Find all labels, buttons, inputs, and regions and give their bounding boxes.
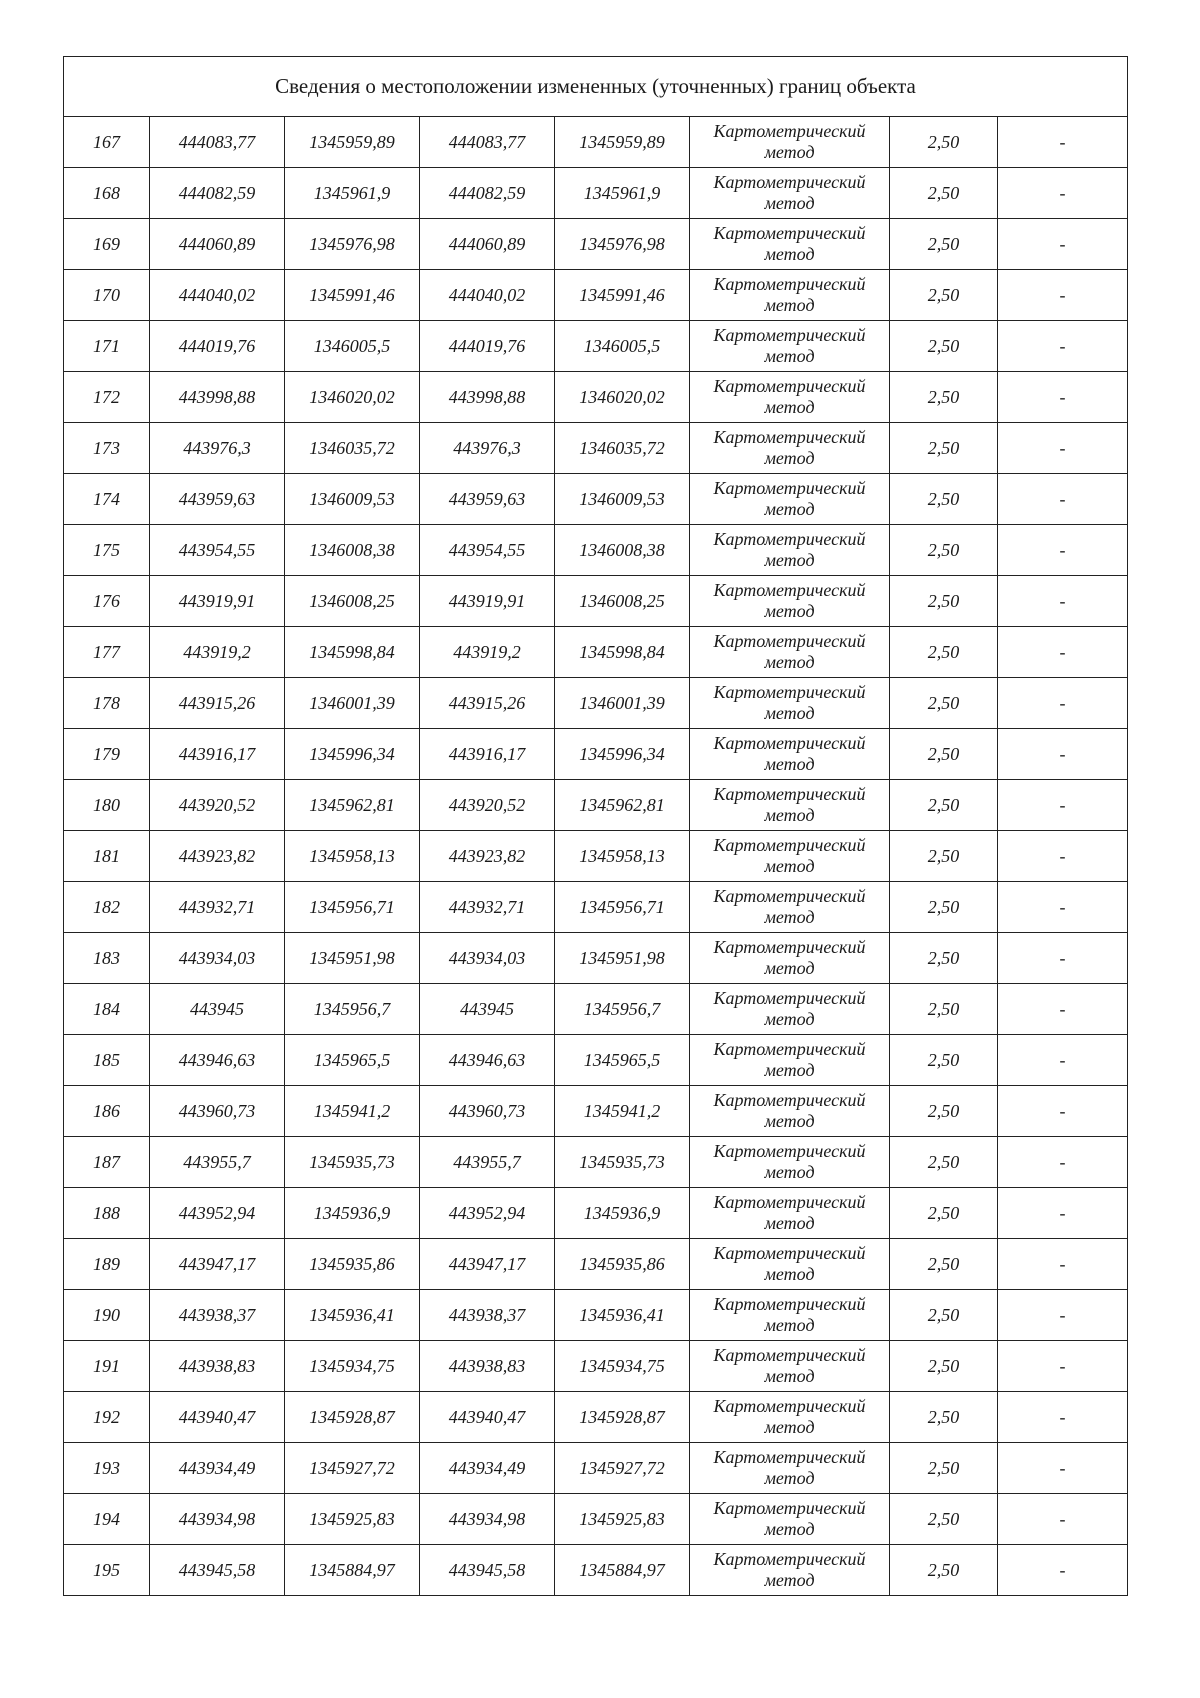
note-cell: - [998,1341,1128,1392]
accuracy-cell: 2,50 [890,321,998,372]
refined-x-cell: 443955,7 [420,1137,555,1188]
method-cell: Картометрический метод [690,1545,890,1596]
refined-y-cell: 1345935,86 [555,1239,690,1290]
method-cell: Картометрический метод [690,882,890,933]
table-row [64,321,1128,372]
refined-y-cell: 1346008,25 [555,576,690,627]
refined-x-cell: 443920,52 [420,780,555,831]
point-number-cell: 181 [64,831,150,882]
accuracy-cell: 2,50 [890,168,998,219]
existing-y-cell: 1346008,38 [285,525,420,576]
existing-x-cell: 443976,3 [150,423,285,474]
existing-x-cell: 443940,47 [150,1392,285,1443]
point-number-cell: 186 [64,1086,150,1137]
existing-y-cell: 1345965,5 [285,1035,420,1086]
refined-y-cell: 1345951,98 [555,933,690,984]
existing-x-cell: 443998,88 [150,372,285,423]
point-number-cell: 191 [64,1341,150,1392]
note-cell: - [998,321,1128,372]
refined-y-cell: 1346035,72 [555,423,690,474]
table-row [64,882,1128,933]
existing-y-cell: 1346020,02 [285,372,420,423]
accuracy-cell: 2,50 [890,117,998,168]
refined-y-cell: 1345956,71 [555,882,690,933]
table-title-row [64,57,1128,117]
existing-y-cell: 1345996,34 [285,729,420,780]
existing-y-cell: 1346005,5 [285,321,420,372]
accuracy-cell: 2,50 [890,1392,998,1443]
method-cell: Картометрический метод [690,219,890,270]
existing-x-cell: 443923,82 [150,831,285,882]
method-cell: Картометрический метод [690,321,890,372]
existing-y-cell: 1346008,25 [285,576,420,627]
point-number-cell: 179 [64,729,150,780]
table-row [64,168,1128,219]
method-cell: Картометрический метод [690,1341,890,1392]
refined-y-cell: 1346009,53 [555,474,690,525]
point-number-cell: 169 [64,219,150,270]
refined-y-cell: 1346005,5 [555,321,690,372]
accuracy-cell: 2,50 [890,576,998,627]
existing-x-cell: 443947,17 [150,1239,285,1290]
refined-y-cell: 1345936,41 [555,1290,690,1341]
refined-y-cell: 1345976,98 [555,219,690,270]
note-cell: - [998,1392,1128,1443]
existing-x-cell: 444040,02 [150,270,285,321]
note-cell: - [998,1443,1128,1494]
existing-x-cell: 444083,77 [150,117,285,168]
refined-x-cell: 443998,88 [420,372,555,423]
existing-y-cell: 1345991,46 [285,270,420,321]
note-cell: - [998,678,1128,729]
accuracy-cell: 2,50 [890,525,998,576]
existing-x-cell: 443938,83 [150,1341,285,1392]
existing-y-cell: 1345976,98 [285,219,420,270]
note-cell: - [998,1290,1128,1341]
accuracy-cell: 2,50 [890,1290,998,1341]
existing-x-cell: 443938,37 [150,1290,285,1341]
refined-y-cell: 1345936,9 [555,1188,690,1239]
existing-x-cell: 443945 [150,984,285,1035]
existing-y-cell: 1345935,73 [285,1137,420,1188]
refined-x-cell: 443919,91 [420,576,555,627]
existing-x-cell: 443952,94 [150,1188,285,1239]
refined-x-cell: 443934,98 [420,1494,555,1545]
accuracy-cell: 2,50 [890,1239,998,1290]
existing-x-cell: 443960,73 [150,1086,285,1137]
method-cell: Картометрический метод [690,1086,890,1137]
note-cell: - [998,270,1128,321]
table-title: Сведения о местоположении измененных (уточненных) границ объекта [64,57,1128,117]
refined-y-cell: 1346020,02 [555,372,690,423]
point-number-cell: 177 [64,627,150,678]
method-cell: Картометрический метод [690,270,890,321]
existing-y-cell: 1345962,81 [285,780,420,831]
refined-y-cell: 1345998,84 [555,627,690,678]
existing-y-cell: 1345956,7 [285,984,420,1035]
point-number-cell: 174 [64,474,150,525]
note-cell: - [998,576,1128,627]
existing-x-cell: 443954,55 [150,525,285,576]
refined-x-cell: 443919,2 [420,627,555,678]
existing-x-cell: 444060,89 [150,219,285,270]
table-row [64,1494,1128,1545]
method-cell: Картометрический метод [690,1443,890,1494]
method-cell: Картометрический метод [690,780,890,831]
table-row [64,1035,1128,1086]
existing-y-cell: 1346035,72 [285,423,420,474]
point-number-cell: 183 [64,933,150,984]
accuracy-cell: 2,50 [890,219,998,270]
point-number-cell: 184 [64,984,150,1035]
refined-y-cell: 1345925,83 [555,1494,690,1545]
refined-x-cell: 443947,17 [420,1239,555,1290]
method-cell: Картометрический метод [690,678,890,729]
table-row [64,372,1128,423]
table-row [64,627,1128,678]
refined-y-cell: 1345962,81 [555,780,690,831]
existing-y-cell: 1345935,86 [285,1239,420,1290]
table-row [64,831,1128,882]
refined-y-cell: 1346001,39 [555,678,690,729]
table-row [64,1290,1128,1341]
existing-y-cell: 1345934,75 [285,1341,420,1392]
accuracy-cell: 2,50 [890,1341,998,1392]
existing-x-cell: 443932,71 [150,882,285,933]
table-row [64,525,1128,576]
accuracy-cell: 2,50 [890,1035,998,1086]
refined-x-cell: 443938,37 [420,1290,555,1341]
refined-x-cell: 444083,77 [420,117,555,168]
table-row [64,1392,1128,1443]
table-row [64,1188,1128,1239]
existing-x-cell: 443934,98 [150,1494,285,1545]
table-row [64,933,1128,984]
accuracy-cell: 2,50 [890,1188,998,1239]
existing-y-cell: 1345941,2 [285,1086,420,1137]
note-cell: - [998,933,1128,984]
method-cell: Картометрический метод [690,984,890,1035]
table-row [64,576,1128,627]
method-cell: Картометрический метод [690,831,890,882]
note-cell: - [998,1137,1128,1188]
refined-x-cell: 444082,59 [420,168,555,219]
note-cell: - [998,117,1128,168]
existing-x-cell: 443959,63 [150,474,285,525]
refined-x-cell: 443915,26 [420,678,555,729]
existing-y-cell: 1345961,9 [285,168,420,219]
note-cell: - [998,372,1128,423]
table-row [64,219,1128,270]
method-cell: Картометрический метод [690,117,890,168]
method-cell: Картометрический метод [690,1392,890,1443]
refined-x-cell: 443938,83 [420,1341,555,1392]
refined-y-cell: 1345956,7 [555,984,690,1035]
point-number-cell: 192 [64,1392,150,1443]
point-number-cell: 194 [64,1494,150,1545]
refined-y-cell: 1345959,89 [555,117,690,168]
table-row [64,1341,1128,1392]
existing-y-cell: 1345951,98 [285,933,420,984]
note-cell: - [998,1239,1128,1290]
method-cell: Картометрический метод [690,372,890,423]
accuracy-cell: 2,50 [890,1086,998,1137]
point-number-cell: 170 [64,270,150,321]
table-row [64,780,1128,831]
refined-y-cell: 1345996,34 [555,729,690,780]
refined-x-cell: 444060,89 [420,219,555,270]
refined-x-cell: 443976,3 [420,423,555,474]
accuracy-cell: 2,50 [890,729,998,780]
method-cell: Картометрический метод [690,729,890,780]
refined-y-cell: 1345884,97 [555,1545,690,1596]
note-cell: - [998,984,1128,1035]
note-cell: - [998,1188,1128,1239]
accuracy-cell: 2,50 [890,1545,998,1596]
refined-x-cell: 443916,17 [420,729,555,780]
table-row [64,1239,1128,1290]
existing-y-cell: 1345959,89 [285,117,420,168]
refined-x-cell: 443954,55 [420,525,555,576]
method-cell: Картометрический метод [690,525,890,576]
point-number-cell: 176 [64,576,150,627]
refined-y-cell: 1345961,9 [555,168,690,219]
accuracy-cell: 2,50 [890,372,998,423]
point-number-cell: 180 [64,780,150,831]
point-number-cell: 195 [64,1545,150,1596]
existing-y-cell: 1345927,72 [285,1443,420,1494]
accuracy-cell: 2,50 [890,678,998,729]
note-cell: - [998,219,1128,270]
existing-x-cell: 443920,52 [150,780,285,831]
note-cell: - [998,831,1128,882]
refined-y-cell: 1345934,75 [555,1341,690,1392]
method-cell: Картометрический метод [690,627,890,678]
existing-x-cell: 443934,49 [150,1443,285,1494]
existing-y-cell: 1345925,83 [285,1494,420,1545]
method-cell: Картометрический метод [690,1035,890,1086]
accuracy-cell: 2,50 [890,270,998,321]
note-cell: - [998,525,1128,576]
note-cell: - [998,168,1128,219]
existing-x-cell: 443934,03 [150,933,285,984]
table-row [64,474,1128,525]
method-cell: Картометрический метод [690,1188,890,1239]
accuracy-cell: 2,50 [890,933,998,984]
existing-y-cell: 1345998,84 [285,627,420,678]
table-row [64,729,1128,780]
note-cell: - [998,474,1128,525]
accuracy-cell: 2,50 [890,1494,998,1545]
note-cell: - [998,1035,1128,1086]
point-number-cell: 172 [64,372,150,423]
point-number-cell: 168 [64,168,150,219]
point-number-cell: 189 [64,1239,150,1290]
refined-x-cell: 443946,63 [420,1035,555,1086]
table-row [64,1545,1128,1596]
accuracy-cell: 2,50 [890,627,998,678]
point-number-cell: 182 [64,882,150,933]
table-row [64,984,1128,1035]
note-cell: - [998,627,1128,678]
note-cell: - [998,882,1128,933]
accuracy-cell: 2,50 [890,423,998,474]
refined-x-cell: 443959,63 [420,474,555,525]
accuracy-cell: 2,50 [890,780,998,831]
refined-x-cell: 443940,47 [420,1392,555,1443]
point-number-cell: 187 [64,1137,150,1188]
refined-x-cell: 443934,03 [420,933,555,984]
table-row [64,117,1128,168]
refined-y-cell: 1345927,72 [555,1443,690,1494]
note-cell: - [998,780,1128,831]
refined-y-cell: 1345941,2 [555,1086,690,1137]
refined-x-cell: 444040,02 [420,270,555,321]
table-row [64,423,1128,474]
refined-x-cell: 443934,49 [420,1443,555,1494]
accuracy-cell: 2,50 [890,831,998,882]
existing-y-cell: 1345956,71 [285,882,420,933]
method-cell: Картометрический метод [690,1494,890,1545]
existing-y-cell: 1345936,9 [285,1188,420,1239]
existing-x-cell: 443916,17 [150,729,285,780]
existing-x-cell: 443946,63 [150,1035,285,1086]
existing-y-cell: 1345884,97 [285,1545,420,1596]
existing-x-cell: 443915,26 [150,678,285,729]
refined-y-cell: 1345935,73 [555,1137,690,1188]
existing-x-cell: 443955,7 [150,1137,285,1188]
existing-x-cell: 443945,58 [150,1545,285,1596]
table-row [64,1443,1128,1494]
method-cell: Картометрический метод [690,1239,890,1290]
accuracy-cell: 2,50 [890,882,998,933]
method-cell: Картометрический метод [690,474,890,525]
accuracy-cell: 2,50 [890,1443,998,1494]
method-cell: Картометрический метод [690,423,890,474]
existing-y-cell: 1345936,41 [285,1290,420,1341]
refined-x-cell: 443952,94 [420,1188,555,1239]
point-number-cell: 175 [64,525,150,576]
note-cell: - [998,729,1128,780]
method-cell: Картометрический метод [690,576,890,627]
method-cell: Картометрический метод [690,1137,890,1188]
table-row [64,270,1128,321]
refined-y-cell: 1345928,87 [555,1392,690,1443]
method-cell: Картометрический метод [690,168,890,219]
accuracy-cell: 2,50 [890,1137,998,1188]
point-number-cell: 171 [64,321,150,372]
point-number-cell: 178 [64,678,150,729]
boundary-coordinates-table [63,56,1128,1596]
refined-x-cell: 443945,58 [420,1545,555,1596]
existing-x-cell: 444082,59 [150,168,285,219]
point-number-cell: 173 [64,423,150,474]
point-number-cell: 190 [64,1290,150,1341]
method-cell: Картометрический метод [690,933,890,984]
note-cell: - [998,1494,1128,1545]
existing-x-cell: 443919,91 [150,576,285,627]
table-row [64,678,1128,729]
note-cell: - [998,1545,1128,1596]
existing-y-cell: 1346001,39 [285,678,420,729]
refined-y-cell: 1345991,46 [555,270,690,321]
refined-x-cell: 444019,76 [420,321,555,372]
point-number-cell: 188 [64,1188,150,1239]
existing-y-cell: 1345928,87 [285,1392,420,1443]
table-row [64,1086,1128,1137]
refined-x-cell: 443960,73 [420,1086,555,1137]
point-number-cell: 167 [64,117,150,168]
note-cell: - [998,423,1128,474]
method-cell: Картометрический метод [690,1290,890,1341]
existing-y-cell: 1346009,53 [285,474,420,525]
existing-x-cell: 444019,76 [150,321,285,372]
refined-x-cell: 443945 [420,984,555,1035]
refined-y-cell: 1345958,13 [555,831,690,882]
table-row [64,1137,1128,1188]
refined-x-cell: 443923,82 [420,831,555,882]
point-number-cell: 193 [64,1443,150,1494]
refined-x-cell: 443932,71 [420,882,555,933]
point-number-cell: 185 [64,1035,150,1086]
accuracy-cell: 2,50 [890,984,998,1035]
accuracy-cell: 2,50 [890,474,998,525]
document-page [63,56,1127,1596]
refined-y-cell: 1346008,38 [555,525,690,576]
existing-y-cell: 1345958,13 [285,831,420,882]
refined-y-cell: 1345965,5 [555,1035,690,1086]
note-cell: - [998,1086,1128,1137]
existing-x-cell: 443919,2 [150,627,285,678]
